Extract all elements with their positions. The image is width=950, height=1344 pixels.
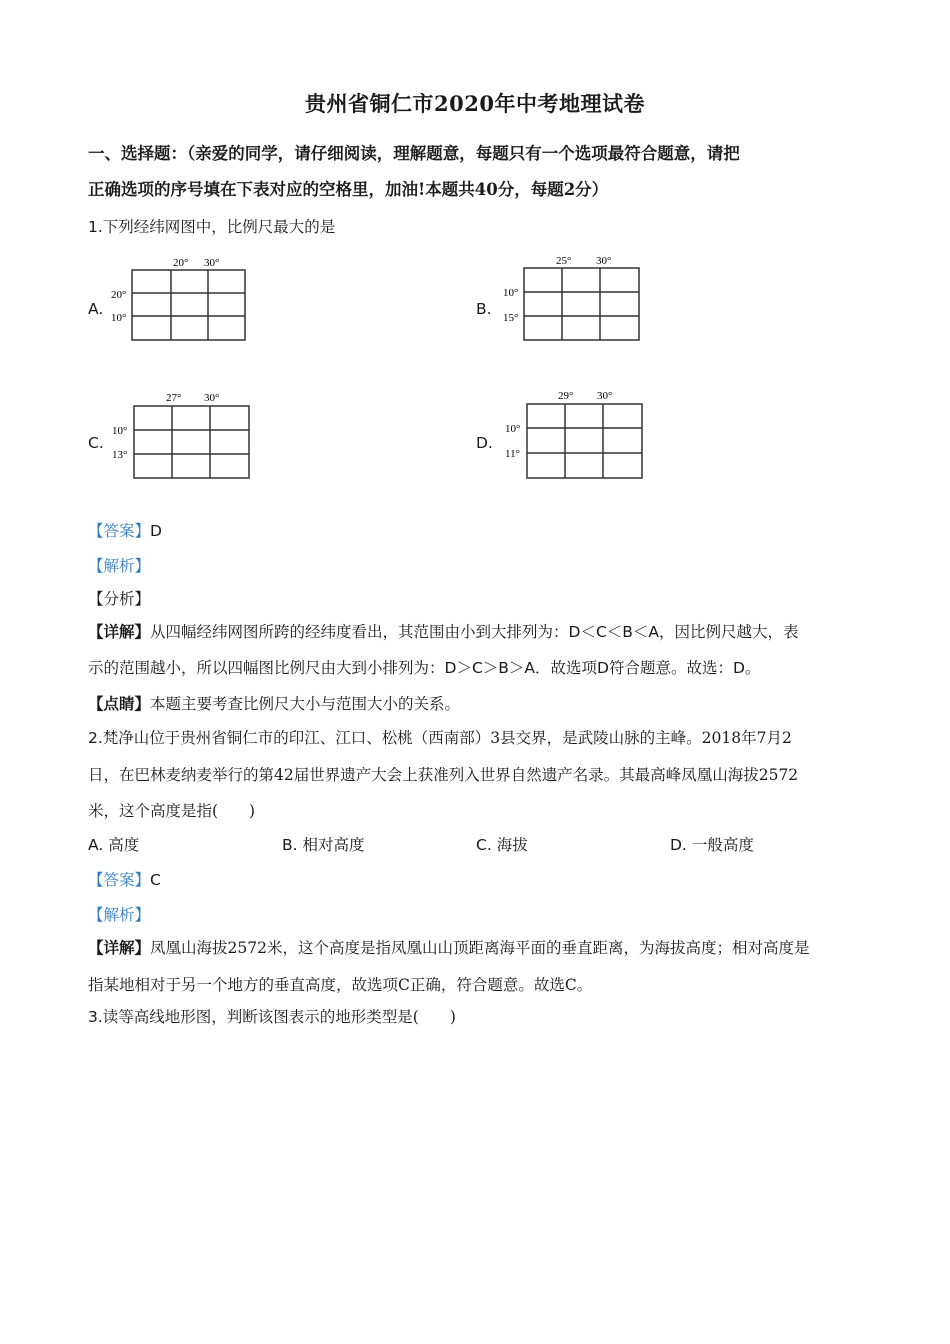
option-label: A. [88, 836, 104, 854]
map-frame [524, 268, 639, 340]
option-c-label: C. [88, 434, 104, 452]
graticule-map-c [108, 385, 258, 483]
lat-label: 15° [503, 312, 519, 324]
answer-tag: 【答案】 [88, 871, 151, 889]
option-d [670, 833, 754, 855]
question-number: 3. [88, 1008, 103, 1026]
graticule-map-a [108, 250, 258, 345]
detail-tag: 【详解】 [88, 938, 151, 957]
section-heading [88, 136, 878, 208]
question-number: 1. [88, 218, 103, 236]
option-label: C. [476, 836, 492, 854]
detail-text: ．故选项 [535, 659, 598, 677]
lon-label: 29° [558, 390, 574, 402]
graticule-map-d [500, 383, 650, 481]
map-frame [527, 404, 642, 478]
detail-text: D＞C＞B＞A [444, 659, 536, 677]
option-b [282, 833, 365, 855]
detail-line [88, 620, 799, 642]
fenxi-tag: 【分析】 [88, 590, 151, 608]
question-text: 读等高线地形图，判断该图表示的地形类型是( ) [102, 1008, 456, 1026]
lat-label: 20° [111, 289, 127, 301]
question-2 [88, 726, 792, 748]
option-a [88, 833, 139, 855]
option-label: D. [670, 836, 687, 854]
section-heading-line1: 一、选择题：（亲爱的同学，请仔细阅读，理解题意，每题只有一个选项最符合题意，请把 [88, 144, 740, 163]
lat-label: 10° [505, 423, 521, 435]
question-text: 梵净山位于贵州省铜仁市的印江、江口、松桃（西南部）3县交界，是武陵山脉的主峰。2018年7月2 [102, 729, 792, 747]
detail-text: 符合题意。故选： [608, 659, 733, 677]
detail-text: D [732, 659, 745, 677]
option-b-label: B. [476, 300, 492, 318]
question-text: 日，在巴林麦纳麦举行的第42届世界遗产大会上获准列入世界自然遗产名录。其最高峰凤凰山海拔2572 [88, 766, 799, 784]
answer-line [88, 519, 162, 541]
lat-label: 10° [503, 287, 519, 299]
lat-label: 11° [505, 448, 520, 460]
detail-tag: 【详解】 [88, 622, 151, 641]
point-line [88, 692, 460, 714]
option-c [476, 833, 528, 855]
answer-line [88, 868, 161, 890]
answer-value: D [150, 522, 162, 540]
detail-text: 示的范围越小，所以四幅图比例尺由大到小排列为： [88, 659, 445, 677]
analysis-tag: 【解析】 [88, 557, 151, 575]
map-frame [132, 270, 245, 340]
question-1 [88, 215, 335, 237]
map-frame [134, 406, 249, 478]
question-text: 米，这个高度是指( ) [88, 802, 256, 820]
detail-text: D [597, 659, 609, 677]
analysis-tag: 【解析】 [88, 906, 151, 924]
detail-line [88, 936, 809, 958]
option-label: B. [282, 836, 298, 854]
option-text: 一般高度 [691, 836, 754, 854]
point-tag: 【点睛】 [88, 694, 151, 713]
option-text: 海拔 [496, 836, 528, 854]
lon-label: 30° [596, 255, 612, 267]
point-text: 本题主要考查比例尺大小与范围大小的关系。 [150, 695, 461, 713]
answer-value: C [150, 871, 161, 889]
lon-label: 25° [556, 255, 572, 267]
option-a-label: A. [88, 300, 104, 318]
lon-label: 30° [597, 390, 613, 402]
lat-label: 10° [111, 312, 127, 324]
question-text: 下列经纬网图中，比例尺最大的是 [102, 218, 336, 236]
lon-label: 30° [204, 392, 220, 404]
section-heading-line2: 正确选项的序号填在下表对应的空格里，加油!本题共40分，每题2分） [88, 180, 609, 199]
detail-line [88, 656, 760, 678]
question-3 [88, 1005, 456, 1027]
option-d-label: D. [476, 434, 493, 452]
option-text: 高度 [108, 836, 140, 854]
lon-label: 20° [173, 257, 189, 269]
detail-text: 。 [744, 659, 761, 677]
detail-text: 指某地相对于另一个地方的垂直高度，故选项C正确，符合题意。故选C。 [88, 976, 593, 994]
detail-text: D＜C＜B＜A [568, 623, 660, 641]
lon-label: 30° [204, 257, 220, 269]
page-title: 贵州省铜仁市2020年中考地理试卷 [305, 91, 645, 116]
lat-label: 10° [112, 425, 128, 437]
option-text: 相对高度 [302, 836, 365, 854]
detail-text: 凤凰山海拔2572米，这个高度是指凤凰山山顶距离海平面的垂直距离，为海拔高度；相对高度是 [150, 939, 810, 957]
lat-label: 13° [112, 449, 128, 461]
lon-label: 27° [166, 392, 182, 404]
detail-text: 从四幅经纬网图所跨的经纬度看出，其范围由小到大排列为： [150, 623, 569, 641]
question-number: 2. [88, 729, 103, 747]
answer-tag: 【答案】 [88, 522, 151, 540]
detail-text: ，因比例尺越大，表 [659, 623, 799, 641]
graticule-map-b [500, 250, 650, 345]
